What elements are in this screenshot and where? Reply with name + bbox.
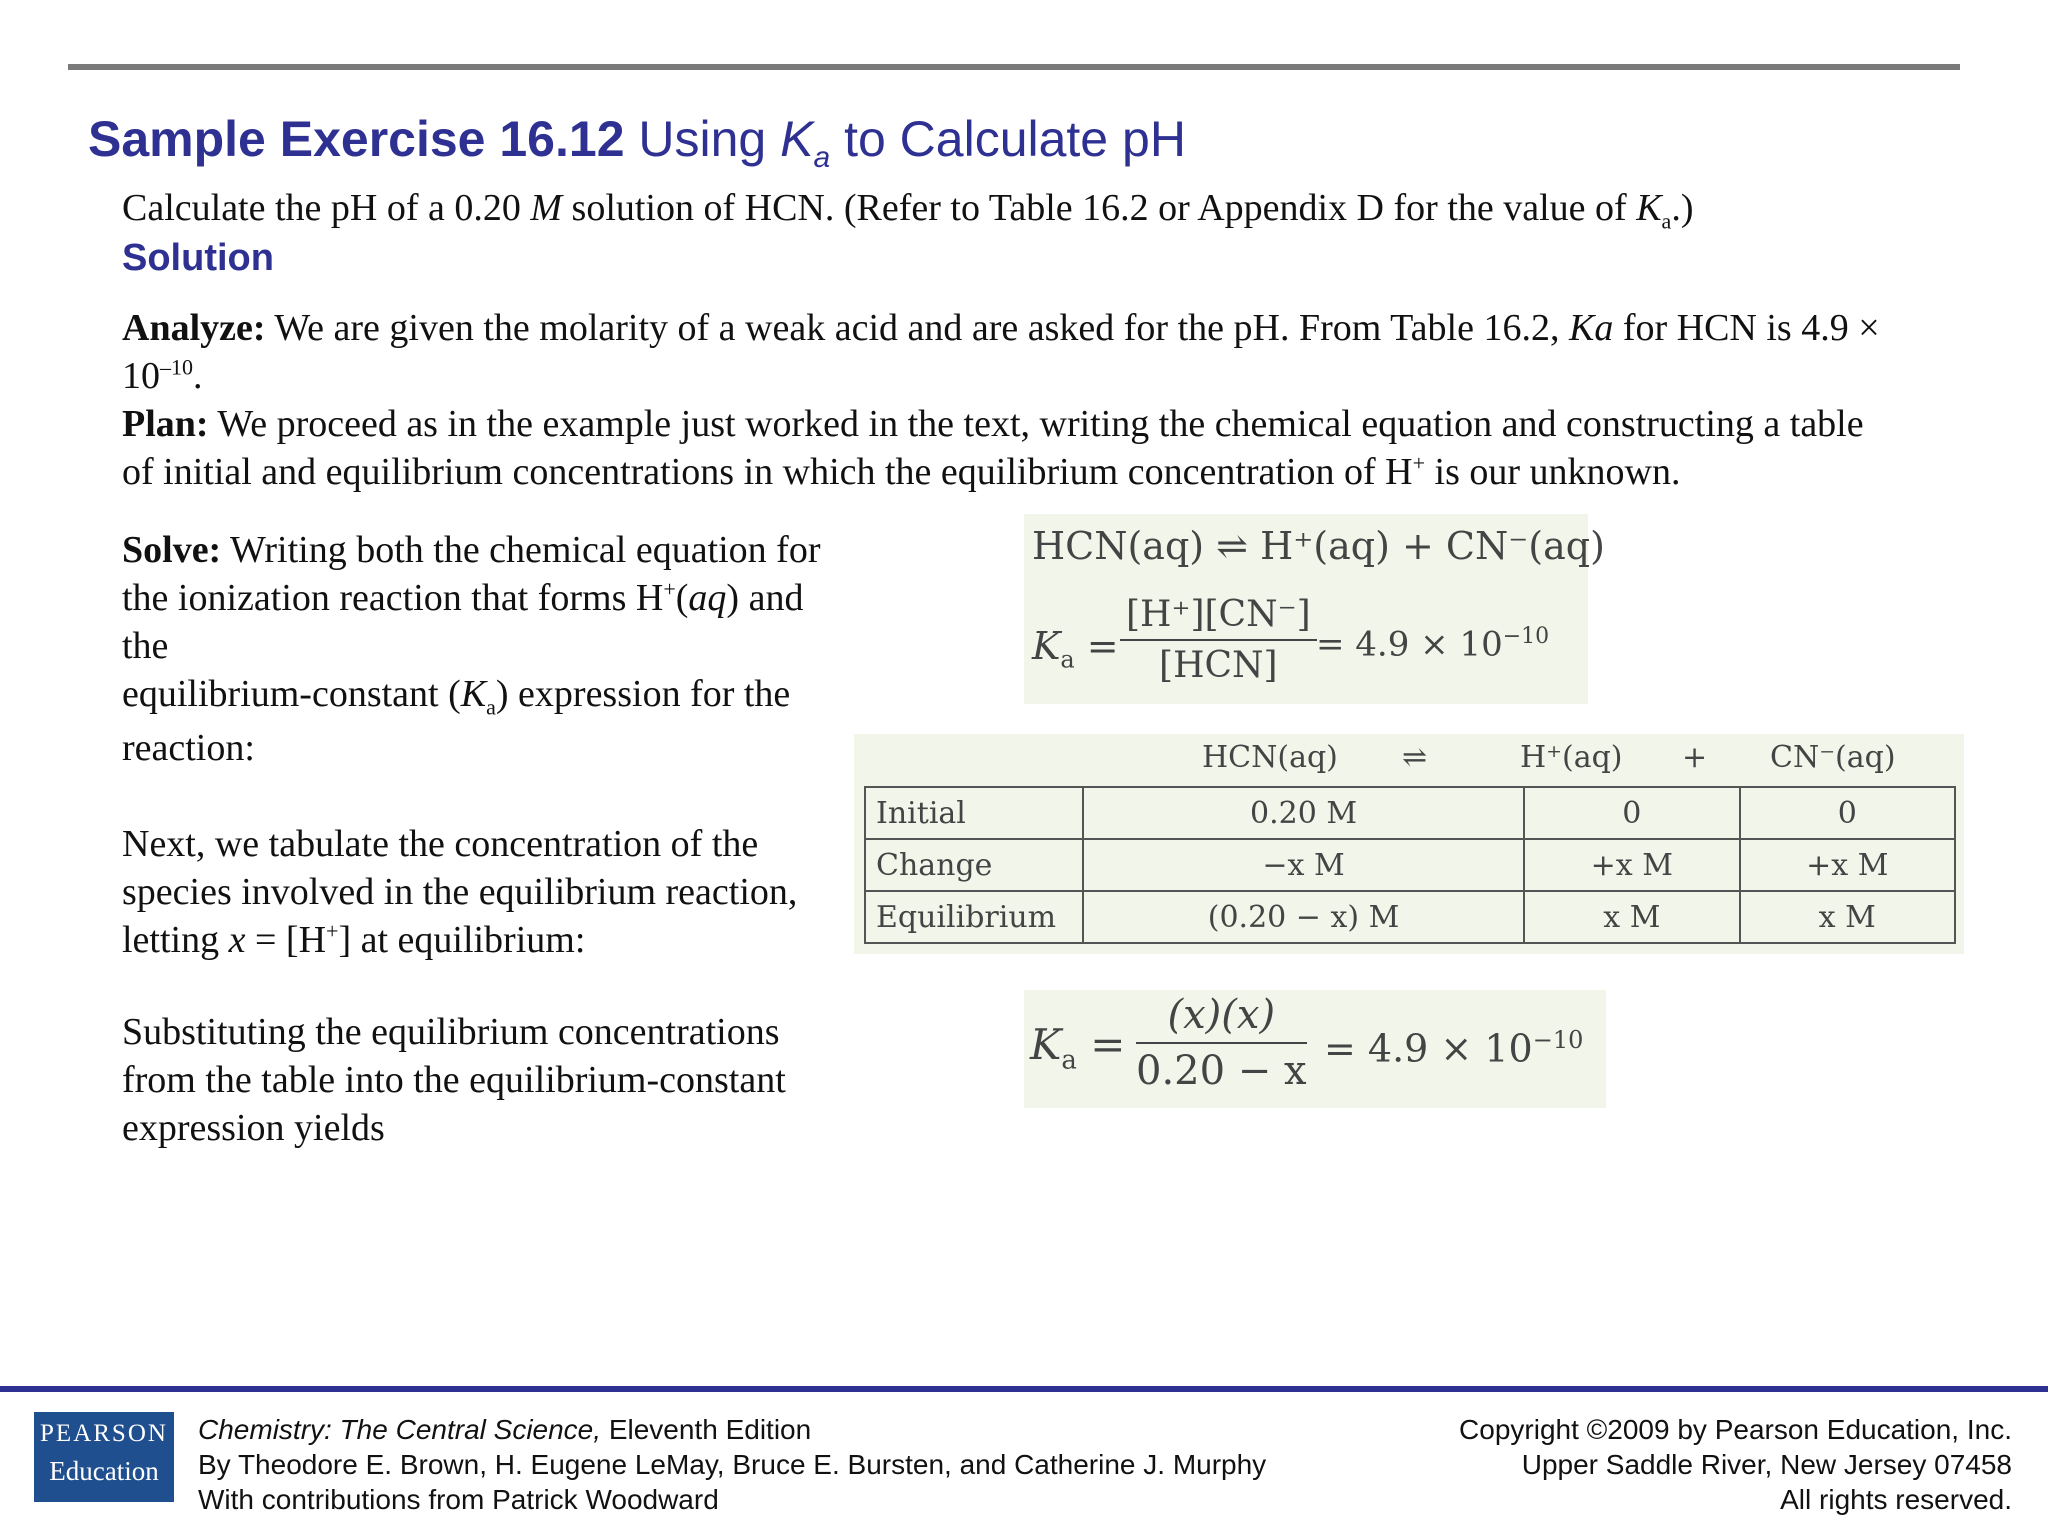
solve-text-4a: equilibrium-constant ( xyxy=(122,673,461,715)
footer-edition: Eleventh Edition xyxy=(601,1414,812,1445)
solve-k: K xyxy=(460,673,487,715)
footer-divider xyxy=(0,1386,2048,1392)
next-paragraph xyxy=(122,820,882,964)
plan-label: Plan: xyxy=(122,403,209,445)
table-cell: +x M xyxy=(1524,839,1739,891)
solve-k-sub: a xyxy=(486,694,496,720)
analyze-ka: Ka xyxy=(1568,307,1614,349)
header-h-plus: H⁺(aq) xyxy=(1520,740,1623,775)
ice-table-box xyxy=(854,734,1964,954)
header-equilibrium-arrow: ⇌ xyxy=(1402,740,1428,775)
rights-reserved: All rights reserved. xyxy=(1780,1484,2012,1515)
substituted-value-text: = 4.9 × 10 xyxy=(1324,1026,1533,1071)
next-line-3 xyxy=(122,916,882,964)
analyze-text: We are given the molarity of a weak acid and are asked for the pH. From Table 16.2, xyxy=(265,307,1569,349)
table-cell: 0 xyxy=(1740,787,1955,839)
solve-line-4 xyxy=(122,670,882,718)
solution-heading: Solution xyxy=(122,237,274,279)
analyze-paragraph xyxy=(122,304,1902,400)
problem-k-sub: a xyxy=(1661,208,1672,234)
equation-box-substituted xyxy=(1024,990,1606,1108)
solve-text-2c: ) and xyxy=(726,577,804,619)
solve-paragraph xyxy=(122,526,882,772)
substituted-fraction xyxy=(1136,992,1307,1094)
problem-text-2: solution of HCN. (Refer to Table 16.2 or Appendix D for the value of xyxy=(562,187,1637,229)
ka2-sub: a xyxy=(1061,1045,1077,1076)
ice-table xyxy=(864,786,1956,944)
next-text-3b: = [H xyxy=(245,919,327,961)
ka-value-text: = 4.9 × 10 xyxy=(1316,624,1503,665)
next-text-3a: letting xyxy=(122,919,229,961)
row-label: Change xyxy=(865,839,1083,891)
substituted-exponent: −10 xyxy=(1532,1026,1584,1054)
table-row xyxy=(865,787,1955,839)
next-text-3c: ] at equilibrium: xyxy=(338,919,586,961)
footer-copyright xyxy=(1459,1412,2012,1517)
table-cell: 0.20 M xyxy=(1083,787,1524,839)
substitution-paragraph xyxy=(122,1008,882,1152)
analyze-exponent: –10 xyxy=(160,354,193,380)
ka-sub: a xyxy=(1060,645,1075,674)
ka-denominator: [HCN] xyxy=(1159,645,1278,686)
top-divider xyxy=(68,64,1960,70)
pearson-education-logo xyxy=(34,1412,174,1502)
problem-text: Calculate the pH of a 0.20 xyxy=(122,187,531,229)
title-text: Using xyxy=(638,111,781,167)
slide-title xyxy=(88,110,1186,175)
solve-text: Writing both the chemical equation for xyxy=(221,529,821,571)
problem-k: K xyxy=(1636,187,1662,229)
ka-exponent: −10 xyxy=(1502,624,1550,649)
subst-line-1: Substituting the equilibrium concentrations xyxy=(122,1011,780,1053)
footer-book-title: Chemistry: The Central Science, xyxy=(198,1414,602,1445)
ionization-reaction: HCN(aq) ⇌ H⁺(aq) + CN⁻(aq) xyxy=(1032,524,1605,568)
title-k-sub: a xyxy=(813,141,831,174)
problem-molar: M xyxy=(530,187,563,229)
title-text-end: to Calculate pH xyxy=(830,111,1186,167)
solve-line-5: reaction: xyxy=(122,727,255,769)
exercise-number: Sample Exercise 16.12 xyxy=(88,111,625,167)
copyright-line: Copyright ©2009 by Pearson Education, Inc. xyxy=(1459,1414,2012,1445)
ka-symbol-2: $K_a$ = xyxy=(1030,1020,1126,1076)
logo-line-2: Education xyxy=(49,1456,159,1486)
logo-line-1: PEARSON xyxy=(40,1420,168,1447)
analyze-label: Analyze: xyxy=(122,307,266,349)
ka-fraction xyxy=(1120,594,1317,686)
next-sup: + xyxy=(326,918,339,944)
solve-line-1 xyxy=(122,526,882,574)
subst-line-2: from the table into the equilibrium-constant xyxy=(122,1059,786,1101)
solve-text-4b: ) expression for the xyxy=(495,673,791,715)
row-label: Equilibrium xyxy=(865,891,1083,943)
subst-line-3: expression yields xyxy=(122,1107,385,1149)
publisher-address: Upper Saddle River, New Jersey 07458 xyxy=(1521,1449,2012,1480)
solve-sup: + xyxy=(663,576,676,602)
problem-text-end: .) xyxy=(1671,187,1694,229)
table-cell: x M xyxy=(1740,891,1955,943)
plan-paragraph xyxy=(122,400,1902,496)
footer-citation xyxy=(198,1412,1266,1517)
analyze-text-2: for HCN is 4.9 × 10 xyxy=(122,307,1880,397)
solve-line-2 xyxy=(122,574,882,622)
plan-superscript: + xyxy=(1412,450,1426,476)
footer-book-line xyxy=(198,1412,1266,1447)
solve-aq: aq xyxy=(688,577,727,619)
row-label: Initial xyxy=(865,787,1083,839)
solve-text-2a: the ionization reaction that forms H xyxy=(122,577,664,619)
ka2-k: K xyxy=(1030,1020,1062,1069)
footer-contributions: With contributions from Patrick Woodward xyxy=(198,1484,719,1515)
title-k: K xyxy=(780,111,814,167)
substituted-denominator: 0.20 − x xyxy=(1136,1048,1307,1094)
header-cn-minus: CN⁻(aq) xyxy=(1770,740,1896,775)
next-line-1: Next, we tabulate the concentration of the xyxy=(122,823,759,865)
table-cell: −x M xyxy=(1083,839,1524,891)
equation-box-ka-expression xyxy=(1024,514,1605,704)
next-line-2: species involved in the equilibrium reaction, xyxy=(122,871,798,913)
solve-line-3: the xyxy=(122,625,169,667)
solve-text-2b: ( xyxy=(675,577,689,619)
footer-authors: By Theodore E. Brown, H. Eugene LeMay, Bruce E. Bursten, and Catherine J. Murphy xyxy=(198,1449,1267,1480)
plan-end: is our unknown. xyxy=(1425,451,1681,493)
ka-k: K xyxy=(1032,624,1061,668)
header-hcn: HCN(aq) xyxy=(1202,740,1338,775)
problem-statement xyxy=(122,186,1694,234)
header-plus: + xyxy=(1682,740,1708,775)
substituted-numerator: (x)(x) xyxy=(1136,992,1307,1044)
table-cell: (0.20 − x) M xyxy=(1083,891,1524,943)
ka-numerator: [H⁺][CN⁻] xyxy=(1120,594,1317,641)
ka-symbol: $K_a$ = xyxy=(1032,624,1119,674)
solve-label: Solve: xyxy=(122,529,222,571)
next-x: x xyxy=(228,919,246,961)
ka-value xyxy=(1316,624,1549,664)
table-row xyxy=(865,891,1955,943)
substituted-value xyxy=(1324,1026,1583,1071)
table-row xyxy=(865,839,1955,891)
table-cell: +x M xyxy=(1740,839,1955,891)
plan-text: We proceed as in the example just worked in the text, writing the chemical equation and constructing a table of initial and equilibrium concentrations in which the equilibrium concentration of H xyxy=(122,403,1864,493)
table-cell: x M xyxy=(1524,891,1739,943)
table-cell: 0 xyxy=(1524,787,1739,839)
analyze-end: . xyxy=(193,355,203,397)
